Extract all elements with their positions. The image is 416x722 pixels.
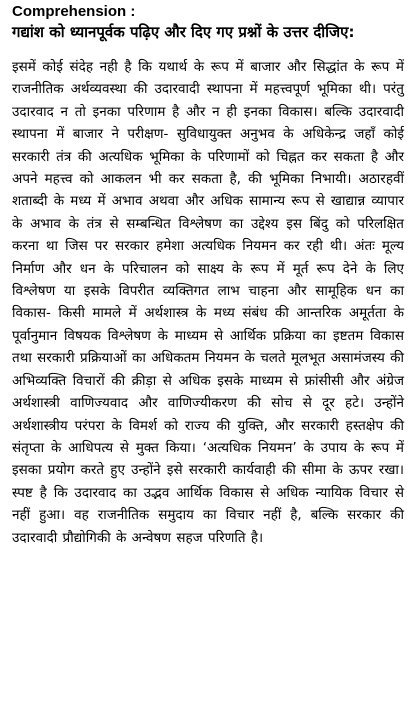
instruction-text: गद्यांश को ध्यानपूर्वक पढ़िए और दिए गए प्रश्नों के उत्तर दीजिए:: [12, 23, 355, 41]
passage-text: इसमें कोई संदेह नही है कि यथार्थ के रूप में बाजार और सिद्धांत के रूप में राजनीतिक अर्थव्यवस्था की उदारवादी स्थापना में महत्त्वपूर्ण भूमिका थी। परंतु उदारवाद न तो इनका परिणाम है और न ही इनका विकास। बल्कि उदारवादी स्थापना में बाजार ने परीक्षण- सुविधायुक्त अनुभव के अधिकेन्द्र जहाँ कोई सरकारी तंत्र की अत्यधिक भूमिका के परिणामों को चिह्नत कर सकता है और अपने महत्त्व को आकलन भी कर सकता है, की भूमिका निभायी। अठारहवीं शताब्दी के मध्य में अभाव अथवा और अधिक सामान्य रूप से खाद्यान्न व्यापार के अभाव के तंत्र से सम्बन्धित विश्लेषण का उद्देश्य इस बिंदु को परिलक्षित करना था जिस पर सरकार हमेशा अत्यधिक नियमन कर रही थी। अंतः मूल्य निर्माण और धन के परिचालन को साक्ष्य के रूप में मूर्त रूप देने के लिए विश्लेषण या इसके विपरीत व्यक्तिगत लाभ चाहना और सामूहिक धन का विकास- किसी मामले में अर्थशास्त्र के मध्य संबंध की आन्तरिक अमूर्तता के पूर्वानुमान विषयक विश्लेषण के माध्यम से आर्थिक प्रक्रिया का इष्टतम विकास तथा सरकारी प्रक्रियाओं का अधिकतम नियमन के चलते मूलभूत असामंजस्य की अभिव्यक्ति विचारों की क्रीड़ा से अधिक इसके माध्यम से फ्रांसीसी और अंग्रेज अर्थशास्त्री वाणिज्यवाद और वाणिज्यीकरण की सोच से दूर हटे। उन्होंने अर्थशास्त्रीय परंपरा के विमर्श को राज्य की युक्ति, और सरकारी हस्तक्षेप की संतृप्ता के आधिपत्य से मुक्त किया। ‘अत्यधिक नियमन’ के उपाय के रूप में इसका प्रयोग करते हुए उन्होंने इसे सरकारी कार्यवाही की सीमा के ऊपर रखा। स्पष्ट है कि उदारवाद का उद्भव आर्थिक विकास से अधिक न्यायिक विचार से नहीं हुआ। वह राजनीतिक समुदाय का विचार नहीं है, बल्कि सरकार की उदारवादी प्रौद्योगिकी के अन्वेषण सहज परिणति है।: [12, 59, 404, 546]
section-label: Comprehension :: [12, 3, 136, 20]
